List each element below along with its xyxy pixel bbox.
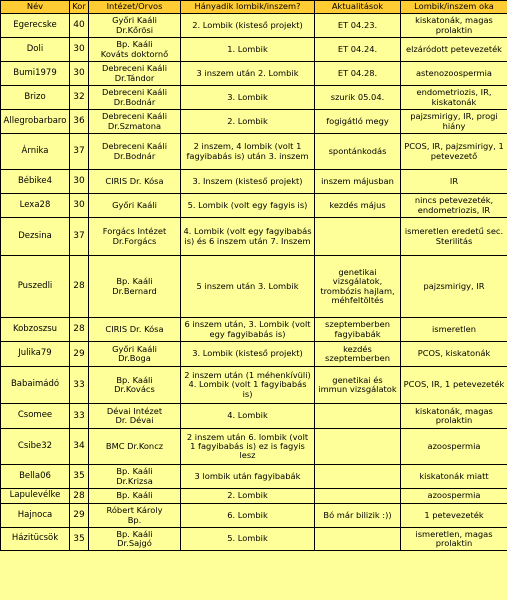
- header-row: [1, 1, 507, 14]
- cell-age: 34: [70, 429, 89, 465]
- cell-age: 30: [70, 62, 89, 86]
- cell-news: fogigátló megy: [315, 110, 401, 134]
- table-row: [1, 218, 507, 256]
- cell-age: 30: [70, 38, 89, 62]
- table-row: [1, 134, 507, 170]
- cell-name: Bella06: [1, 465, 70, 489]
- cell-reason: astenozoospermia: [401, 62, 507, 86]
- cell-reason: elzáródott petevezeték: [401, 38, 507, 62]
- cell-news: [315, 528, 401, 551]
- cell-age: 37: [70, 218, 89, 256]
- table-row: [1, 465, 507, 489]
- cell-clinic: CIRIS Dr. Kósa: [89, 170, 181, 194]
- header-news: Aktualitások: [315, 1, 401, 14]
- cell-clinic: Debreceni Kaáli Dr.Tándor: [89, 62, 181, 86]
- table-row: [1, 342, 507, 367]
- header-name: Név: [1, 1, 70, 14]
- cell-reason: PCOS, kiskatonák: [401, 342, 507, 367]
- table-row: [1, 194, 507, 218]
- header-attempt: Hányadik lombik/inszem?: [181, 1, 315, 14]
- cell-name: Házitücsök: [1, 528, 70, 551]
- cell-clinic: CIRIS Dr. Kósa: [89, 318, 181, 342]
- cell-news: [315, 465, 401, 489]
- cell-news: ET 04.24.: [315, 38, 401, 62]
- cell-name: Allegrobarbaro: [1, 110, 70, 134]
- cell-news: [315, 218, 401, 256]
- cell-age: 32: [70, 86, 89, 110]
- cell-news: szurik 05.04.: [315, 86, 401, 110]
- cell-clinic: Bp. Kaáli Dr.Bernard: [89, 256, 181, 318]
- cell-news: inszem májusban: [315, 170, 401, 194]
- cell-age: 35: [70, 528, 89, 551]
- cell-attempt: 5. Lombik (volt egy fagyis is): [181, 194, 315, 218]
- cell-age: 33: [70, 367, 89, 404]
- cell-attempt: 2 inszem, 4 lombik (volt 1 fagyibabás is) után 3. inszem: [181, 134, 315, 170]
- cell-clinic: Debreceni Kaáli Dr.Bodnár: [89, 86, 181, 110]
- cell-reason: PCOS, IR, pajzsmirigy, 1 petevezető: [401, 134, 507, 170]
- cell-news: spontánkodás: [315, 134, 401, 170]
- cell-name: Árnika: [1, 134, 70, 170]
- cell-reason: azoospermia: [401, 429, 507, 465]
- cell-attempt: 3. Inszem (kisteső projekt): [181, 170, 315, 194]
- cell-clinic: Bp. Kaáli Dr.Kovács: [89, 367, 181, 404]
- cell-name: Lexa28: [1, 194, 70, 218]
- cell-name: Bébike4: [1, 170, 70, 194]
- cell-news: ET 04.23.: [315, 14, 401, 38]
- cell-news: genetikai és immun vizsgálatok: [315, 367, 401, 404]
- cell-reason: endometriozis, IR, kiskatonák: [401, 86, 507, 110]
- header-age: Kor: [70, 1, 89, 14]
- cell-news: [315, 489, 401, 504]
- cell-age: 29: [70, 504, 89, 528]
- cell-reason: azoospermia: [401, 489, 507, 504]
- cell-news: szeptemberben fagyibabák: [315, 318, 401, 342]
- cell-age: 28: [70, 489, 89, 504]
- table-row: [1, 504, 507, 528]
- cell-name: Csibe32: [1, 429, 70, 465]
- cell-name: Dezsina: [1, 218, 70, 256]
- cell-age: 30: [70, 170, 89, 194]
- cell-age: 35: [70, 465, 89, 489]
- cell-name: Julika79: [1, 342, 70, 367]
- cell-name: Lapulevélke: [1, 489, 70, 504]
- table-row: [1, 62, 507, 86]
- cell-news: kezdés szeptemberben: [315, 342, 401, 367]
- cell-name: Hajnoca: [1, 504, 70, 528]
- cell-reason: 1 petevezeték: [401, 504, 507, 528]
- cell-age: 28: [70, 256, 89, 318]
- cell-clinic: BMC Dr.Koncz: [89, 429, 181, 465]
- cell-news: [315, 404, 401, 429]
- cell-reason: ismeretlen: [401, 318, 507, 342]
- cell-reason: pajzsmirigy, IR: [401, 256, 507, 318]
- cell-news: ET 04.28.: [315, 62, 401, 86]
- cell-name: Babaimádó: [1, 367, 70, 404]
- cell-news: genetikai vizsgálatok, trombózis hajlam, méhfeltöltés: [315, 256, 401, 318]
- cell-reason: nincs petevezeték, endometriozis, IR: [401, 194, 507, 218]
- cell-clinic: Bp. Kaáli: [89, 489, 181, 504]
- table-row: [1, 86, 507, 110]
- cell-attempt: 3 lombik után fagyibabák: [181, 465, 315, 489]
- cell-reason: ismeretlen, magas prolaktin: [401, 528, 507, 551]
- cell-age: 28: [70, 318, 89, 342]
- header-clinic: Intézet/Orvos: [89, 1, 181, 14]
- table-row: [1, 404, 507, 429]
- cell-attempt: 3. Lombik: [181, 86, 315, 110]
- cell-clinic: Győri Kaáli Dr.Kőrösi: [89, 14, 181, 38]
- cell-attempt: 4. Lombik (volt egy fagyibabás is) és 6 inszem után 7. Inszem: [181, 218, 315, 256]
- cell-clinic: Bp. Kaáli Kováts doktornő: [89, 38, 181, 62]
- cell-reason: kiskatonák, magas prolaktin: [401, 404, 507, 429]
- table-body: [1, 14, 507, 551]
- cell-name: Brizo: [1, 86, 70, 110]
- cell-reason: IR: [401, 170, 507, 194]
- cell-clinic: Győri Kaáli: [89, 194, 181, 218]
- cell-attempt: 5. Lombik: [181, 528, 315, 551]
- cell-attempt: 2. Lombik (kisteső projekt): [181, 14, 315, 38]
- cell-age: 40: [70, 14, 89, 38]
- cell-news: [315, 429, 401, 465]
- cell-name: Egerecske: [1, 14, 70, 38]
- cell-attempt: 2 inszem után 6. lombik (volt 1 fagyibabás is) ez is fagyis lesz: [181, 429, 315, 465]
- cell-name: Doli: [1, 38, 70, 62]
- cell-clinic: Forgács Intézet Dr.Forgács: [89, 218, 181, 256]
- cell-name: Bumi1979: [1, 62, 70, 86]
- header-reason: Lombik/inszem oka: [401, 1, 507, 14]
- cell-clinic: Bp. Kaáli Dr.Sajgó: [89, 528, 181, 551]
- cell-clinic: Dévai Intézet Dr. Dévai: [89, 404, 181, 429]
- table-row: [1, 110, 507, 134]
- cell-attempt: 3 inszem után 2. Lombik: [181, 62, 315, 86]
- cell-attempt: 6 inszem után, 3. Lombik (volt egy fagyibabás is): [181, 318, 315, 342]
- cell-attempt: 1. Lombik: [181, 38, 315, 62]
- cell-attempt: 4. Lombik: [181, 404, 315, 429]
- cell-clinic: Győri Kaáli Dr.Boga: [89, 342, 181, 367]
- cell-news: Bó már bilizik :)): [315, 504, 401, 528]
- cell-reason: ismeretlen eredetű sec. Sterilitás: [401, 218, 507, 256]
- table-row: [1, 170, 507, 194]
- cell-attempt: 5 inszem után 3. Lombik: [181, 256, 315, 318]
- cell-age: 30: [70, 194, 89, 218]
- table-row: [1, 318, 507, 342]
- cell-age: 36: [70, 110, 89, 134]
- cell-name: Csomee: [1, 404, 70, 429]
- cell-clinic: Debreceni Kaáli Dr.Bodnár: [89, 134, 181, 170]
- cell-attempt: 3. Lombik (kisteső projekt): [181, 342, 315, 367]
- table-row: [1, 489, 507, 504]
- table-row: [1, 38, 507, 62]
- cell-attempt: 2. Lombik: [181, 110, 315, 134]
- cell-news: kezdés május: [315, 194, 401, 218]
- cell-clinic: Róbert Károly Bp.: [89, 504, 181, 528]
- cell-attempt: 6. Lombik: [181, 504, 315, 528]
- table-row: [1, 429, 507, 465]
- cell-reason: kiskatonák miatt: [401, 465, 507, 489]
- cell-age: 29: [70, 342, 89, 367]
- cell-reason: PCOS, IR, 1 petevezeték: [401, 367, 507, 404]
- cell-attempt: 2 inszem után (1 méhenkívüli) 4. Lombik (volt 1 fagyibabás is): [181, 367, 315, 404]
- table-row: [1, 367, 507, 404]
- cell-clinic: Debreceni Kaáli Dr.Szmatona: [89, 110, 181, 134]
- cell-reason: kiskatonák, magas prolaktin: [401, 14, 507, 38]
- cell-age: 37: [70, 134, 89, 170]
- table-row: [1, 528, 507, 551]
- table-row: [1, 14, 507, 38]
- table-row: [1, 256, 507, 318]
- cell-age: 33: [70, 404, 89, 429]
- cell-attempt: 2. Lombik: [181, 489, 315, 504]
- cell-name: Kobzoszsu: [1, 318, 70, 342]
- cell-clinic: Bp. Kaáli Dr.Krizsa: [89, 465, 181, 489]
- cell-reason: pajzsmirigy, IR, progi hiány: [401, 110, 507, 134]
- cell-name: Puszedli: [1, 256, 70, 318]
